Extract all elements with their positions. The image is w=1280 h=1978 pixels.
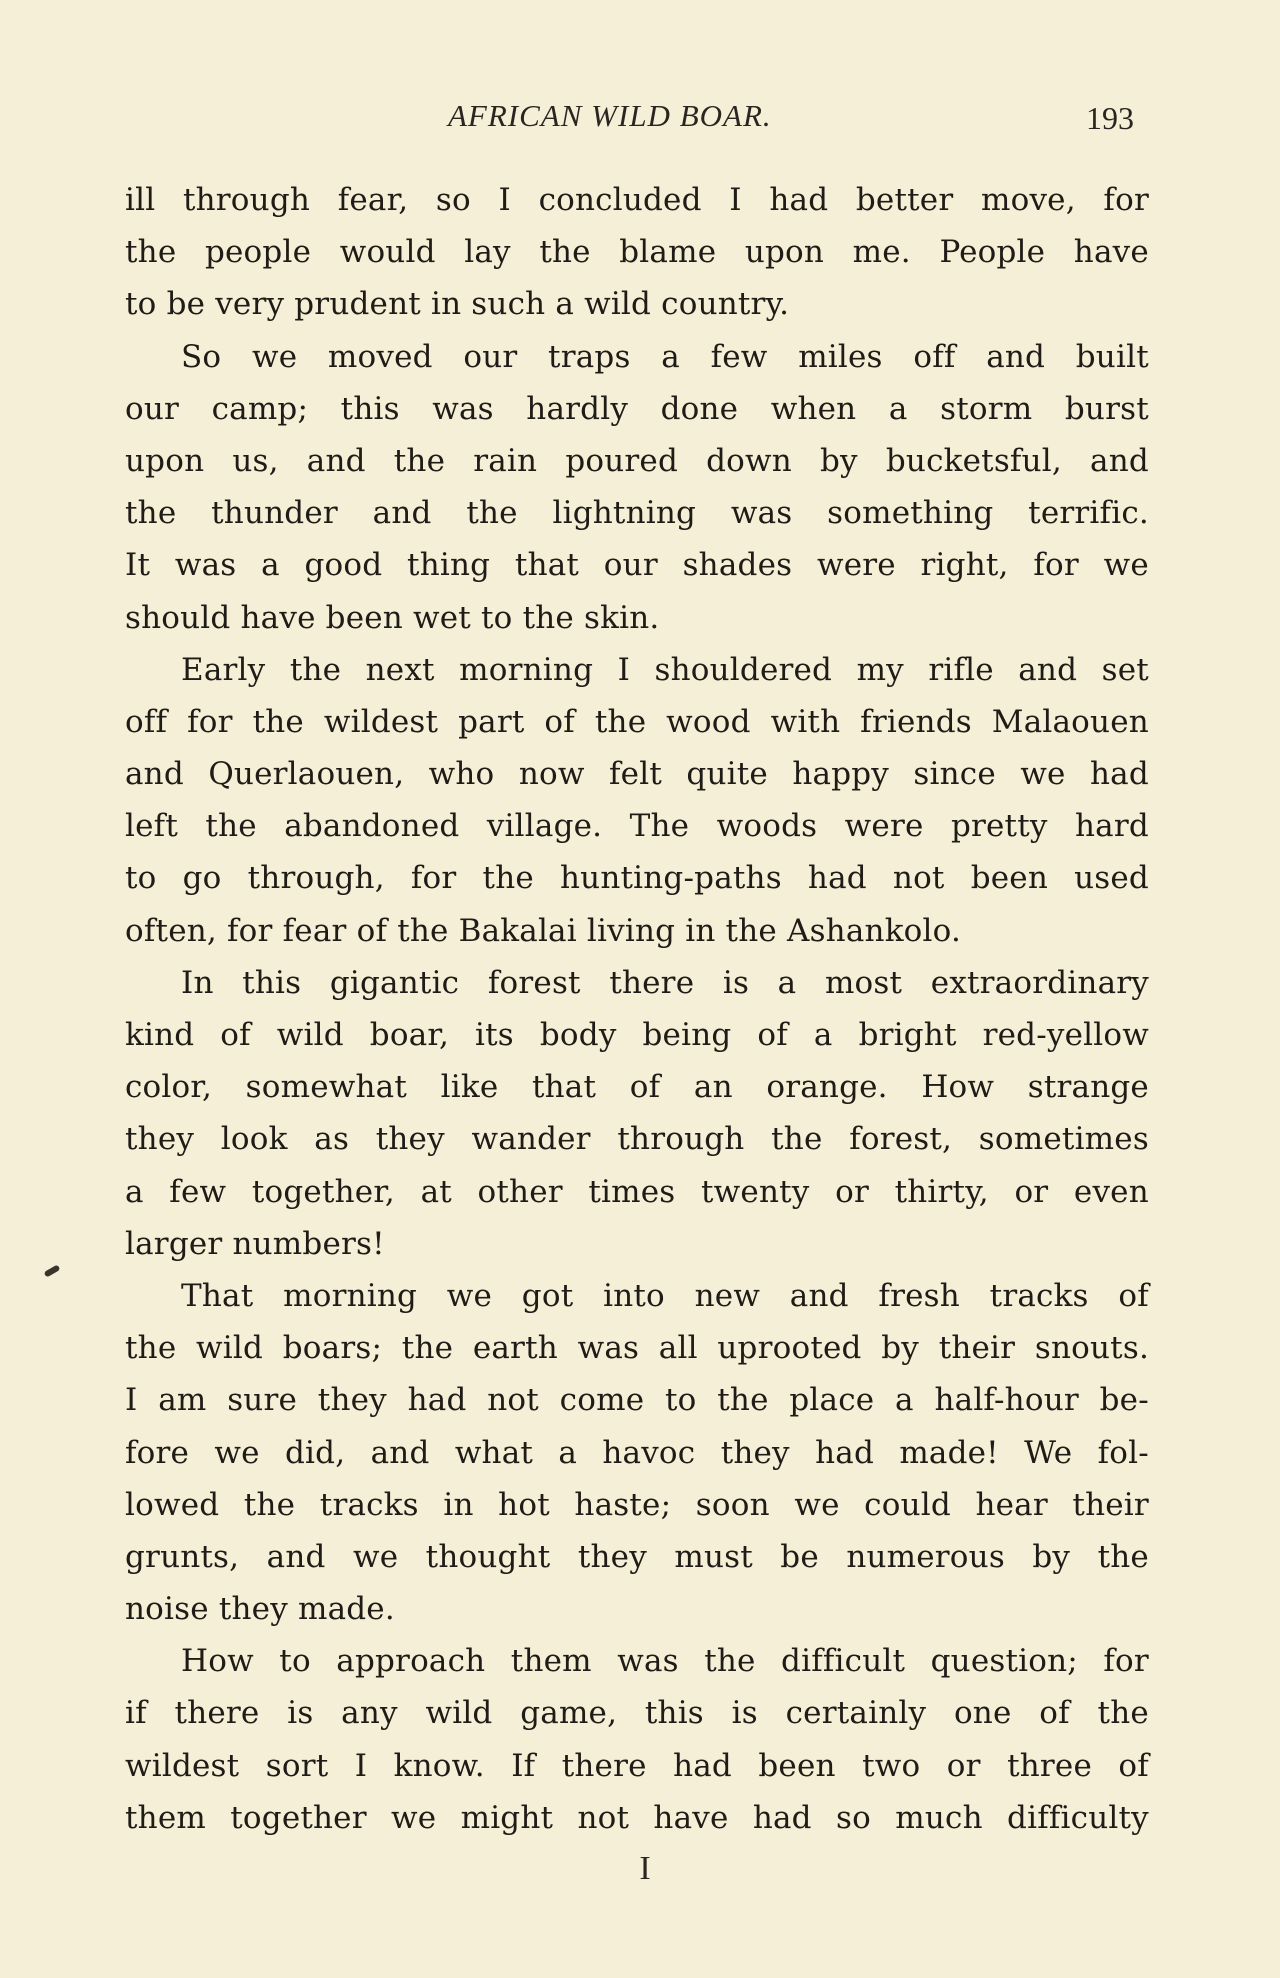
- text-line: the thunder and the lightning was something terrific.: [125, 495, 1149, 532]
- text-line: In this gigantic forest there is a most extraordinary: [181, 964, 1149, 1001]
- text-line: noise they made.: [125, 1591, 395, 1628]
- text-line: larger numbers!: [125, 1225, 385, 1262]
- text-line: That morning we got into new and fresh tracks of: [181, 1277, 1149, 1314]
- text-line: if there is any wild game, this is certainly one of the: [125, 1695, 1149, 1732]
- signature-mark: I: [639, 1850, 651, 1887]
- text-line: our camp; this was hardly done when a storm burst: [125, 390, 1149, 427]
- margin-ink-mark: [44, 1264, 61, 1277]
- running-head: [0, 98, 1280, 138]
- text-line: ill through fear, so I concluded I had better move, for: [125, 182, 1149, 218]
- body-text: [125, 174, 1149, 1844]
- text-line: lowed the tracks in hot haste; soon we could hear their: [125, 1486, 1149, 1523]
- text-line: they look as they wander through the forest, sometimes: [125, 1121, 1149, 1158]
- text-line: I am sure they had not come to the place a half-hour be-: [125, 1382, 1149, 1419]
- text-line: wildest sort I know. If there had been two or three of: [125, 1747, 1149, 1784]
- text-line: Early the next morning I shouldered my rifle and set: [181, 651, 1149, 688]
- text-line: off for the wildest part of the wood with friends Malaouen: [125, 703, 1149, 740]
- text-line: the people would lay the blame upon me. People have: [125, 234, 1149, 271]
- running-title: AFRICAN WILD BOAR.: [448, 98, 772, 133]
- text-line: left the abandoned village. The woods were pretty hard: [125, 808, 1149, 845]
- text-line: kind of wild boar, its body being of a bright red-yellow: [125, 1017, 1149, 1053]
- text-line: fore we did, and what a havoc they had made! We fol-: [125, 1434, 1149, 1471]
- text-line: grunts, and we thought they must be numerous by the: [125, 1538, 1149, 1575]
- text-line: them together we might not have had so much difficulty: [125, 1799, 1149, 1836]
- text-line: So we moved our traps a few miles off and built: [181, 338, 1149, 375]
- text-line: should have been wet to the skin.: [125, 599, 660, 636]
- text-line: upon us, and the rain poured down by bucketsful, and: [125, 442, 1149, 479]
- text-line: color, somewhat like that of an orange. How strange: [125, 1069, 1149, 1106]
- text-line: often, for fear of the Bakalai living in the Ashankolo.: [125, 912, 962, 949]
- text-line: How to approach them was the difficult question; for: [181, 1643, 1149, 1680]
- text-line: It was a good thing that our shades were right, for we: [125, 547, 1149, 584]
- text-line: to be very prudent in such a wild country.: [125, 286, 790, 323]
- text-line: to go through, for the hunting-paths had not been used: [125, 860, 1149, 897]
- text-line: the wild boars; the earth was all uprooted by their snouts.: [125, 1330, 1149, 1367]
- text-line: a few together, at other times twenty or thirty, or even: [125, 1173, 1149, 1210]
- text-line: and Querlaouen, who now felt quite happy since we had: [125, 756, 1149, 793]
- page-number: 193: [1086, 100, 1134, 136]
